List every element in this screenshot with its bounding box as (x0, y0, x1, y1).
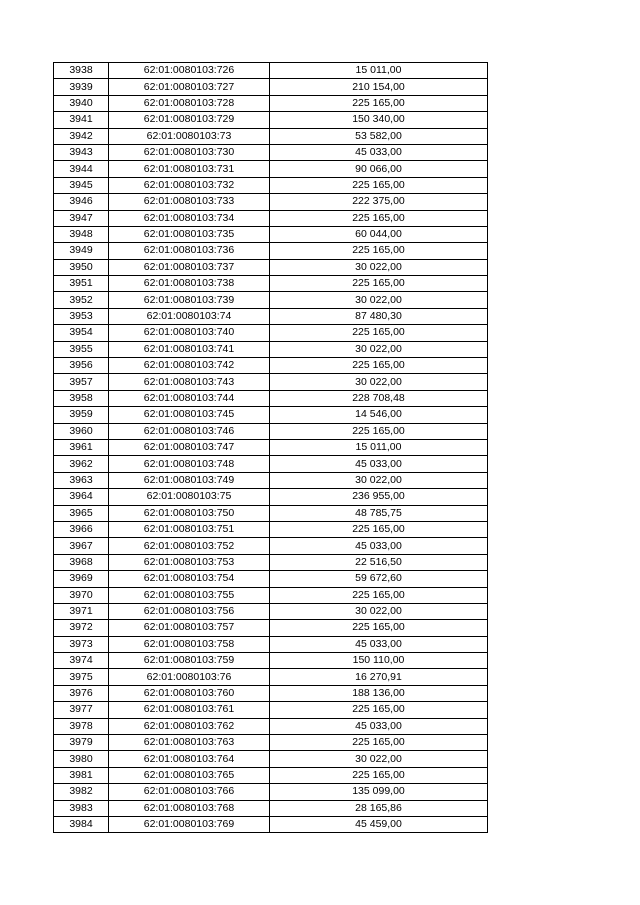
row-number-cell: 3956 (54, 358, 109, 374)
table-row (54, 112, 488, 128)
cadastral-number-cell: 62:01:0080103:75 (109, 489, 270, 505)
table-row (54, 767, 488, 783)
value-cell: 225 165,00 (270, 177, 488, 193)
table-row (54, 210, 488, 226)
table-row (54, 341, 488, 357)
cadastral-number-cell: 62:01:0080103:74 (109, 308, 270, 324)
row-number-cell: 3945 (54, 177, 109, 193)
row-number-cell: 3984 (54, 816, 109, 832)
value-cell: 225 165,00 (270, 243, 488, 259)
cadastral-number-cell: 62:01:0080103:733 (109, 194, 270, 210)
cadastral-number-cell: 62:01:0080103:73 (109, 128, 270, 144)
value-cell: 225 165,00 (270, 620, 488, 636)
value-cell: 30 022,00 (270, 292, 488, 308)
value-cell: 45 033,00 (270, 636, 488, 652)
table-row (54, 226, 488, 242)
cadastral-number-cell: 62:01:0080103:754 (109, 571, 270, 587)
row-number-cell: 3948 (54, 226, 109, 242)
table-row (54, 784, 488, 800)
table-row (54, 325, 488, 341)
row-number-cell: 3976 (54, 685, 109, 701)
value-cell: 45 033,00 (270, 538, 488, 554)
table-row (54, 472, 488, 488)
row-number-cell: 3961 (54, 439, 109, 455)
value-cell: 225 165,00 (270, 735, 488, 751)
row-number-cell: 3981 (54, 767, 109, 783)
row-number-cell: 3946 (54, 194, 109, 210)
cadastral-number-cell: 62:01:0080103:756 (109, 603, 270, 619)
value-cell: 16 270,91 (270, 669, 488, 685)
value-cell: 53 582,00 (270, 128, 488, 144)
value-cell: 225 165,00 (270, 325, 488, 341)
value-cell: 30 022,00 (270, 472, 488, 488)
value-cell: 150 340,00 (270, 112, 488, 128)
cadastral-number-cell: 62:01:0080103:739 (109, 292, 270, 308)
value-cell: 48 785,75 (270, 505, 488, 521)
value-cell: 87 480,30 (270, 308, 488, 324)
row-number-cell: 3940 (54, 95, 109, 111)
cadastral-number-cell: 62:01:0080103:750 (109, 505, 270, 521)
row-number-cell: 3953 (54, 308, 109, 324)
cadastral-number-cell: 62:01:0080103:768 (109, 800, 270, 816)
row-number-cell: 3939 (54, 79, 109, 95)
table-row (54, 653, 488, 669)
row-number-cell: 3960 (54, 423, 109, 439)
cadastral-number-cell: 62:01:0080103:753 (109, 554, 270, 570)
cadastral-number-cell: 62:01:0080103:748 (109, 456, 270, 472)
value-cell: 60 044,00 (270, 226, 488, 242)
table-row (54, 128, 488, 144)
cadastral-number-cell: 62:01:0080103:747 (109, 439, 270, 455)
table-row (54, 161, 488, 177)
table-row (54, 276, 488, 292)
row-number-cell: 3943 (54, 144, 109, 160)
row-number-cell: 3967 (54, 538, 109, 554)
cadastral-number-cell: 62:01:0080103:752 (109, 538, 270, 554)
value-cell: 15 011,00 (270, 439, 488, 455)
table-row (54, 636, 488, 652)
table-row (54, 144, 488, 160)
cadastral-number-cell: 62:01:0080103:743 (109, 374, 270, 390)
cadastral-number-cell: 62:01:0080103:737 (109, 259, 270, 275)
table-row (54, 800, 488, 816)
row-number-cell: 3947 (54, 210, 109, 226)
table-row (54, 505, 488, 521)
table-row (54, 63, 488, 79)
row-number-cell: 3968 (54, 554, 109, 570)
cadastral-number-cell: 62:01:0080103:762 (109, 718, 270, 734)
table-row (54, 735, 488, 751)
row-number-cell: 3963 (54, 472, 109, 488)
cadastral-number-cell: 62:01:0080103:765 (109, 767, 270, 783)
row-number-cell: 3954 (54, 325, 109, 341)
table-row (54, 669, 488, 685)
table-row (54, 456, 488, 472)
cadastral-number-cell: 62:01:0080103:727 (109, 79, 270, 95)
value-cell: 222 375,00 (270, 194, 488, 210)
value-cell: 225 165,00 (270, 358, 488, 374)
row-number-cell: 3966 (54, 521, 109, 537)
row-number-cell: 3942 (54, 128, 109, 144)
row-number-cell: 3965 (54, 505, 109, 521)
row-number-cell: 3941 (54, 112, 109, 128)
value-cell: 210 154,00 (270, 79, 488, 95)
table-row (54, 292, 488, 308)
row-number-cell: 3952 (54, 292, 109, 308)
cadastral-number-cell: 62:01:0080103:761 (109, 702, 270, 718)
table-row (54, 79, 488, 95)
cadastral-number-cell: 62:01:0080103:760 (109, 685, 270, 701)
row-number-cell: 3944 (54, 161, 109, 177)
cadastral-value-table (53, 62, 488, 833)
row-number-cell: 3983 (54, 800, 109, 816)
row-number-cell: 3977 (54, 702, 109, 718)
table-row (54, 718, 488, 734)
value-cell: 45 033,00 (270, 456, 488, 472)
table-row (54, 194, 488, 210)
value-cell: 135 099,00 (270, 784, 488, 800)
table-row (54, 816, 488, 832)
row-number-cell: 3957 (54, 374, 109, 390)
cadastral-number-cell: 62:01:0080103:745 (109, 407, 270, 423)
table-row (54, 439, 488, 455)
row-number-cell: 3970 (54, 587, 109, 603)
value-cell: 45 033,00 (270, 718, 488, 734)
cadastral-number-cell: 62:01:0080103:746 (109, 423, 270, 439)
row-number-cell: 3980 (54, 751, 109, 767)
table-row (54, 603, 488, 619)
table-row (54, 374, 488, 390)
table-row (54, 620, 488, 636)
cadastral-number-cell: 62:01:0080103:728 (109, 95, 270, 111)
value-cell: 59 672,60 (270, 571, 488, 587)
value-cell: 236 955,00 (270, 489, 488, 505)
value-cell: 45 459,00 (270, 816, 488, 832)
cadastral-number-cell: 62:01:0080103:76 (109, 669, 270, 685)
cadastral-number-cell: 62:01:0080103:759 (109, 653, 270, 669)
row-number-cell: 3975 (54, 669, 109, 685)
table-row (54, 243, 488, 259)
value-cell: 30 022,00 (270, 751, 488, 767)
table-row (54, 358, 488, 374)
table-row (54, 587, 488, 603)
value-cell: 15 011,00 (270, 63, 488, 79)
value-cell: 225 165,00 (270, 521, 488, 537)
value-cell: 225 165,00 (270, 210, 488, 226)
cadastral-number-cell: 62:01:0080103:732 (109, 177, 270, 193)
cadastral-number-cell: 62:01:0080103:755 (109, 587, 270, 603)
value-cell: 225 165,00 (270, 587, 488, 603)
table-row (54, 571, 488, 587)
table-row (54, 538, 488, 554)
cadastral-number-cell: 62:01:0080103:735 (109, 226, 270, 242)
row-number-cell: 3974 (54, 653, 109, 669)
cadastral-number-cell: 62:01:0080103:726 (109, 63, 270, 79)
row-number-cell: 3951 (54, 276, 109, 292)
row-number-cell: 3978 (54, 718, 109, 734)
table-row (54, 423, 488, 439)
row-number-cell: 3950 (54, 259, 109, 275)
table-row (54, 390, 488, 406)
value-cell: 30 022,00 (270, 259, 488, 275)
value-cell: 30 022,00 (270, 341, 488, 357)
table-row (54, 489, 488, 505)
table-row (54, 702, 488, 718)
cadastral-number-cell: 62:01:0080103:749 (109, 472, 270, 488)
row-number-cell: 3972 (54, 620, 109, 636)
row-number-cell: 3979 (54, 735, 109, 751)
cadastral-number-cell: 62:01:0080103:769 (109, 816, 270, 832)
row-number-cell: 3982 (54, 784, 109, 800)
value-cell: 225 165,00 (270, 702, 488, 718)
value-cell: 30 022,00 (270, 603, 488, 619)
value-cell: 28 165,86 (270, 800, 488, 816)
value-cell: 14 546,00 (270, 407, 488, 423)
cadastral-number-cell: 62:01:0080103:741 (109, 341, 270, 357)
value-cell: 228 708,48 (270, 390, 488, 406)
row-number-cell: 3971 (54, 603, 109, 619)
row-number-cell: 3969 (54, 571, 109, 587)
cadastral-number-cell: 62:01:0080103:742 (109, 358, 270, 374)
table-row (54, 177, 488, 193)
cadastral-number-cell: 62:01:0080103:730 (109, 144, 270, 160)
table-body (54, 63, 488, 833)
table-row (54, 308, 488, 324)
cadastral-number-cell: 62:01:0080103:744 (109, 390, 270, 406)
row-number-cell: 3958 (54, 390, 109, 406)
row-number-cell: 3962 (54, 456, 109, 472)
value-cell: 30 022,00 (270, 374, 488, 390)
row-number-cell: 3959 (54, 407, 109, 423)
table-row (54, 521, 488, 537)
cadastral-number-cell: 62:01:0080103:729 (109, 112, 270, 128)
row-number-cell: 3964 (54, 489, 109, 505)
row-number-cell: 3949 (54, 243, 109, 259)
cadastral-number-cell: 62:01:0080103:751 (109, 521, 270, 537)
value-cell: 90 066,00 (270, 161, 488, 177)
cadastral-number-cell: 62:01:0080103:731 (109, 161, 270, 177)
cadastral-number-cell: 62:01:0080103:738 (109, 276, 270, 292)
table-row (54, 554, 488, 570)
table-row (54, 259, 488, 275)
row-number-cell: 3973 (54, 636, 109, 652)
cadastral-number-cell: 62:01:0080103:736 (109, 243, 270, 259)
cadastral-number-cell: 62:01:0080103:757 (109, 620, 270, 636)
value-cell: 225 165,00 (270, 423, 488, 439)
table-row (54, 407, 488, 423)
cadastral-number-cell: 62:01:0080103:764 (109, 751, 270, 767)
value-cell: 225 165,00 (270, 767, 488, 783)
table-row (54, 751, 488, 767)
value-cell: 188 136,00 (270, 685, 488, 701)
value-cell: 22 516,50 (270, 554, 488, 570)
value-cell: 45 033,00 (270, 144, 488, 160)
table-row (54, 95, 488, 111)
cadastral-number-cell: 62:01:0080103:766 (109, 784, 270, 800)
cadastral-number-cell: 62:01:0080103:734 (109, 210, 270, 226)
value-cell: 225 165,00 (270, 276, 488, 292)
row-number-cell: 3955 (54, 341, 109, 357)
row-number-cell: 3938 (54, 63, 109, 79)
value-cell: 225 165,00 (270, 95, 488, 111)
cadastral-number-cell: 62:01:0080103:763 (109, 735, 270, 751)
cadastral-number-cell: 62:01:0080103:758 (109, 636, 270, 652)
table-row (54, 685, 488, 701)
cadastral-number-cell: 62:01:0080103:740 (109, 325, 270, 341)
value-cell: 150 110,00 (270, 653, 488, 669)
